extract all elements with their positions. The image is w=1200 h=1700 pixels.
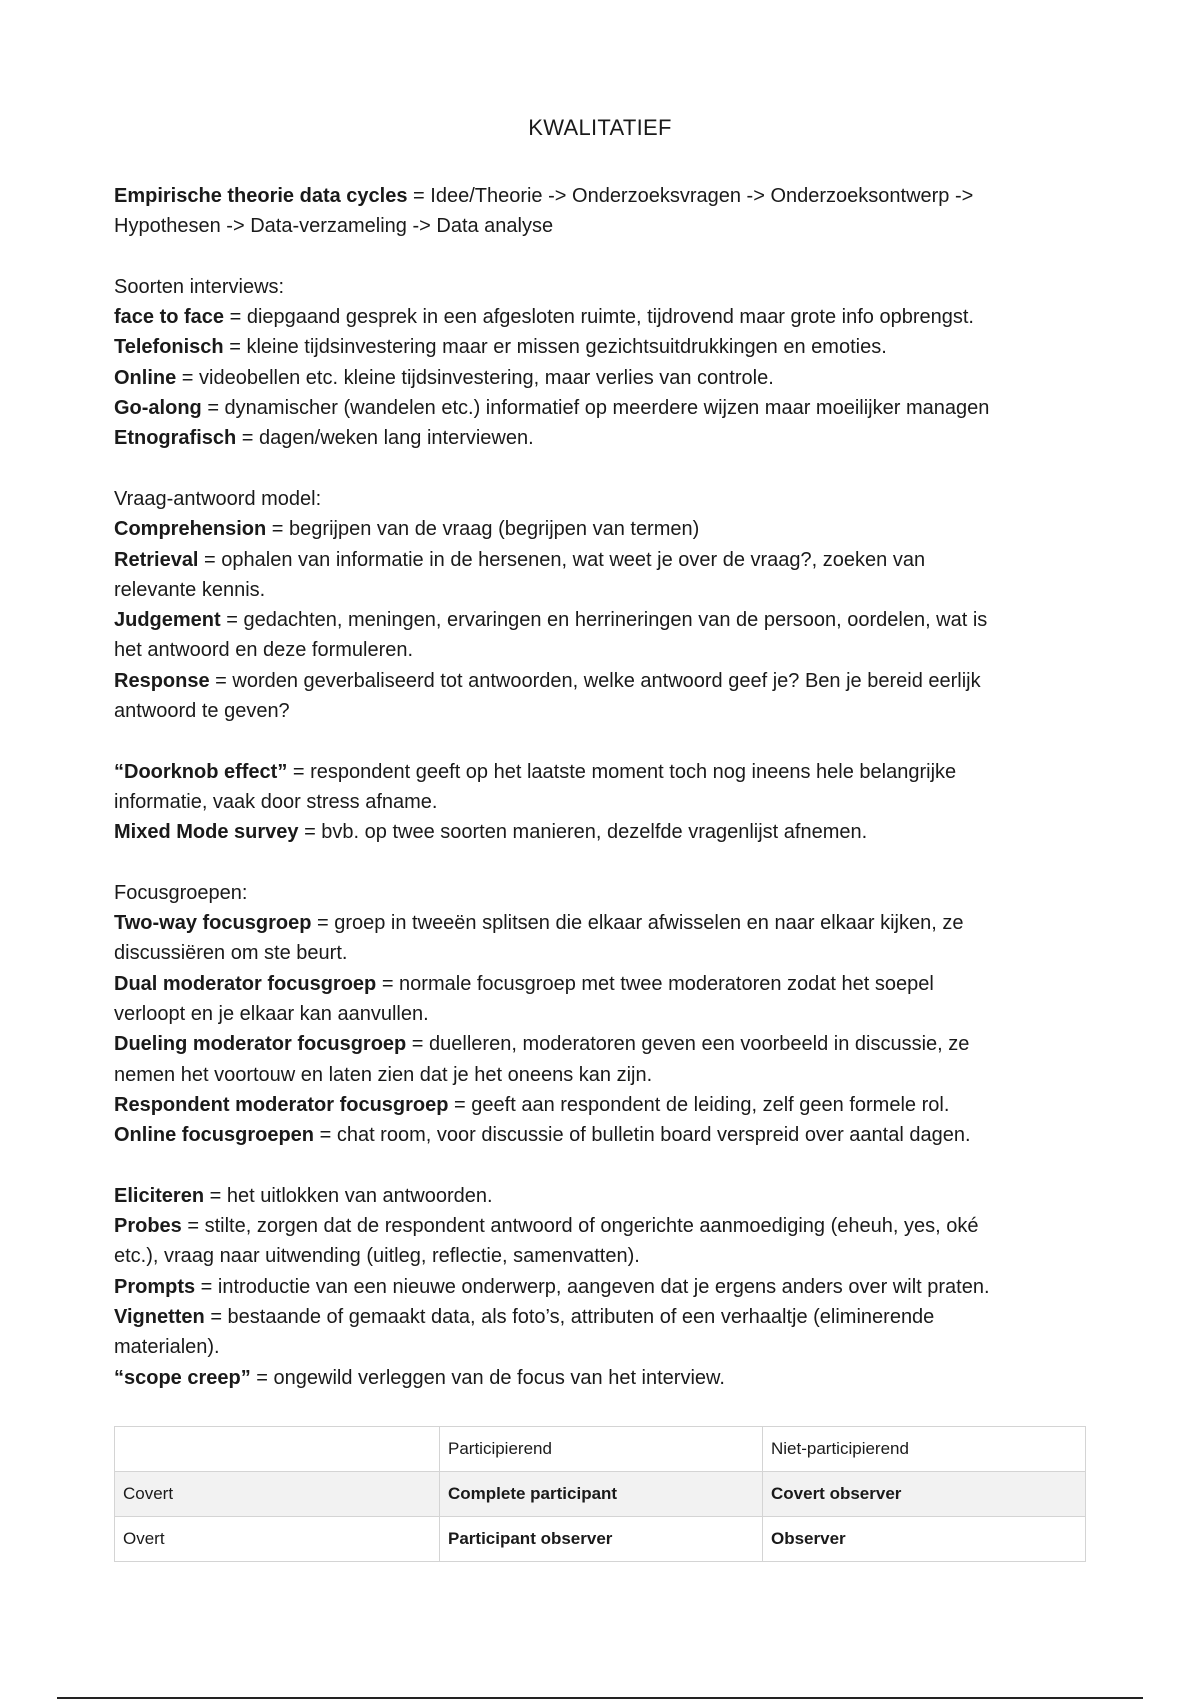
blank-line: [114, 726, 1094, 756]
term-label: Go-along: [114, 397, 202, 420]
term-definition: = gedachten, meningen, ervaringen en herrineringen van de persoon, oordelen, wat is: [220, 609, 988, 632]
term-definition: = diepgaand gesprek in een afgesloten ruimte, tijdrovend maar grote info opbrengst.: [224, 306, 974, 329]
term-definition: = kleine tijdsinvestering maar er missen gezichtsuitdrukkingen en emoties.: [223, 336, 887, 359]
text-line: [114, 302, 1094, 332]
blank-line: [114, 454, 1094, 484]
text-line: [114, 696, 1094, 726]
term-label: Two-way focusgroep: [114, 912, 312, 935]
text-line: [114, 1332, 1094, 1362]
term-label: Judgement: [114, 609, 221, 632]
term-definition: = stilte, zorgen dat de respondent antwoord of ongerichte aanmoediging (eheuh, yes, oké: [181, 1215, 979, 1238]
text-line: [114, 908, 1094, 938]
term-label: Eliciteren: [114, 1184, 205, 1207]
term-label: Retrieval: [114, 548, 199, 571]
table-cell: Observer: [763, 1517, 1086, 1562]
term-label: Comprehension: [114, 518, 267, 541]
text-line: [114, 969, 1094, 999]
term-definition: = ophalen van informatie in de hersenen, wat weet je over de vraag?, zoeken van: [198, 548, 926, 571]
term-label: Vignetten: [114, 1305, 205, 1328]
text-line: [114, 757, 1094, 787]
term-label: Dueling moderator focusgroep: [114, 1033, 407, 1056]
text-line: [114, 484, 1094, 514]
text-line: [114, 817, 1094, 847]
term-definition: Soorten interviews:: [114, 275, 285, 298]
text-line: [114, 393, 1094, 423]
term-label: Empirische theorie data cycles: [114, 185, 408, 207]
table-row: [115, 1517, 1086, 1562]
term-label: Mixed Mode survey: [114, 821, 299, 844]
term-label: “scope creep”: [114, 1366, 251, 1389]
text-line: [114, 1060, 1094, 1090]
term-label: Probes: [114, 1215, 182, 1238]
term-label: Online: [114, 366, 177, 389]
term-definition: = bestaande of gemaakt data, als foto’s, attributen of een verhaaltje (eliminerende: [204, 1305, 935, 1328]
term-definition: = worden geverbaliseerd tot antwoorden, welke antwoord geef je? Ben je bereid eerlijk: [209, 669, 981, 692]
table-cell: Covert observer: [763, 1472, 1086, 1517]
observation-table: [114, 1426, 1086, 1562]
text-line: [114, 1120, 1094, 1150]
term-definition: antwoord te geven?: [114, 700, 290, 723]
table-cell: Covert: [115, 1472, 440, 1517]
term-definition: Vraag-antwoord model:: [114, 487, 322, 510]
text-line: [114, 878, 1094, 908]
text-line: [114, 938, 1094, 968]
blank-line: [114, 848, 1094, 878]
text-line: [114, 363, 1094, 393]
term-definition: = normale focusgroep met twee moderatoren zodat het soepel: [376, 972, 934, 995]
term-definition: discussiëren om ste beurt.: [114, 942, 348, 965]
text-line: [114, 181, 1094, 211]
term-definition: = groep in tweeën splitsen die elkaar afwisselen en naar elkaar kijken, ze: [311, 912, 964, 935]
term-definition: relevante kennis.: [114, 578, 266, 601]
table-cell: Participant observer: [440, 1517, 763, 1562]
term-label: “Doorknob effect”: [114, 760, 288, 783]
text-line: [114, 787, 1094, 817]
term-definition: = Idee/Theorie -> Onderzoeksvragen -> Onderzoeksontwerp ->: [407, 185, 974, 207]
text-line: [114, 1272, 1094, 1302]
term-label: Response: [114, 669, 210, 692]
text-line: [114, 575, 1094, 605]
term-definition: nemen het voortouw en laten zien dat je het oneens kan zijn.: [114, 1063, 653, 1086]
term-definition: = duelleren, moderatoren geven een voorbeeld in discussie, ze: [406, 1033, 970, 1056]
table-cell: [115, 1427, 440, 1472]
text-line: [114, 999, 1094, 1029]
text-line: [114, 272, 1094, 302]
term-definition: = introductie van een nieuwe onderwerp, aangeven dat je ergens anders over wilt praten.: [195, 1275, 990, 1298]
term-label: Telefonisch: [114, 336, 224, 359]
blank-line: [114, 242, 1094, 272]
term-definition: = ongewild verleggen van de focus van het interview.: [250, 1366, 725, 1389]
table-cell: Overt: [115, 1517, 440, 1562]
term-definition: Focusgroepen:: [114, 881, 248, 904]
term-definition: = bvb. op twee soorten manieren, dezelfde vragenlijst afnemen.: [298, 821, 868, 844]
table-cell: Complete participant: [440, 1472, 763, 1517]
text-line: [114, 545, 1094, 575]
text-line: [114, 514, 1094, 544]
term-definition: Hypothesen -> Data-verzameling -> Data analyse: [114, 215, 554, 238]
text-line: [114, 1029, 1094, 1059]
term-definition: = videobellen etc. kleine tijdsinvestering, maar verlies van controle.: [176, 366, 774, 389]
body-text: [114, 181, 1094, 1393]
text-line: [114, 666, 1094, 696]
table-cell: Participierend: [440, 1427, 763, 1472]
term-definition: materialen).: [114, 1336, 220, 1359]
term-label: Dual moderator focusgroep: [114, 972, 377, 995]
term-label: Prompts: [114, 1275, 196, 1298]
text-line: [114, 1363, 1094, 1393]
term-definition: informatie, vaak door stress afname.: [114, 790, 438, 813]
text-line: [114, 635, 1094, 665]
term-definition: = begrijpen van de vraag (begrijpen van termen): [266, 518, 700, 541]
term-definition: = dagen/weken lang interviewen.: [236, 427, 534, 450]
table-header-row: [115, 1427, 1086, 1472]
term-label: Etnografisch: [114, 427, 237, 450]
term-definition: etc.), vraag naar uitwending (uitleg, reflectie, samenvatten).: [114, 1245, 640, 1268]
text-line: [114, 423, 1094, 453]
term-label: Respondent moderator focusgroep: [114, 1093, 449, 1116]
text-line: [114, 211, 1094, 241]
text-line: [114, 1181, 1094, 1211]
text-line: [114, 1090, 1094, 1120]
term-label: face to face: [114, 306, 225, 329]
term-definition: = dynamischer (wandelen etc.) informatief op meerdere wijzen maar moeilijker managen: [201, 397, 990, 420]
term-definition: = het uitlokken van antwoorden.: [204, 1184, 493, 1207]
text-line: [114, 1302, 1094, 1332]
term-definition: = respondent geeft op het laatste moment toch nog ineens hele belangrijke: [287, 760, 957, 783]
blank-line: [114, 1151, 1094, 1181]
page-title: KWALITATIEF: [528, 115, 672, 140]
footer-divider: [57, 1697, 1143, 1699]
table-row: [115, 1472, 1086, 1517]
text-line: [114, 1211, 1094, 1241]
text-line: [114, 332, 1094, 362]
term-definition: = geeft aan respondent de leiding, zelf geen formele rol.: [448, 1093, 950, 1116]
term-definition: verloopt en je elkaar kan aanvullen.: [114, 1003, 429, 1026]
text-line: [114, 605, 1094, 635]
term-definition: = chat room, voor discussie of bulletin board verspreid over aantal dagen.: [314, 1124, 971, 1147]
term-definition: het antwoord en deze formuleren.: [114, 639, 414, 662]
table-cell: Niet-participierend: [763, 1427, 1086, 1472]
text-line: [114, 1241, 1094, 1271]
term-label: Online focusgroepen: [114, 1124, 315, 1147]
